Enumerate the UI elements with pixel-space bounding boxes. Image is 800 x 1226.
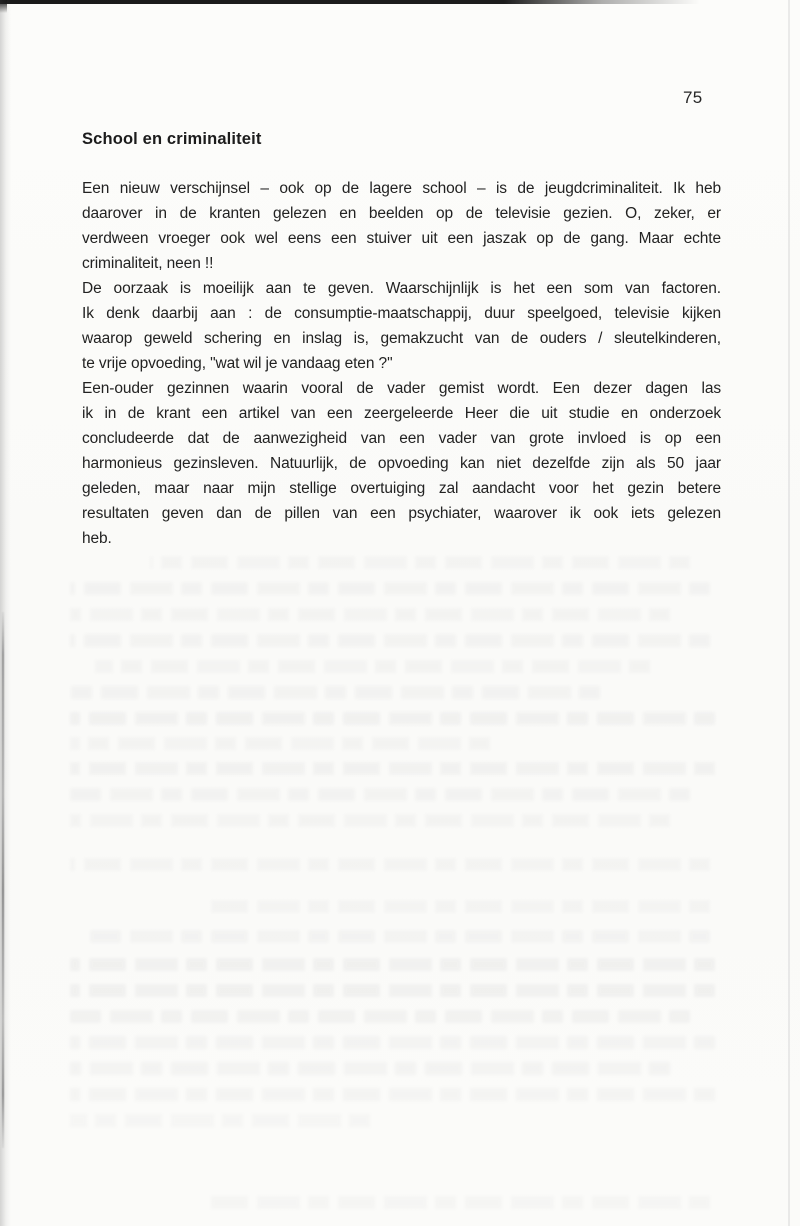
- page-number: 75: [683, 88, 703, 107]
- paragraph: [82, 276, 721, 376]
- ghost-text-line: [90, 930, 710, 943]
- ghost-text-line: [95, 660, 650, 673]
- ghost-text-line: [70, 958, 715, 971]
- ghost-text-line: [70, 1036, 715, 1049]
- ghost-text-line: [210, 1196, 710, 1209]
- text-line: Ik denk daarbij aan : de consumptie-maatschappij, duur speelgoed, televisie kijken: [82, 305, 721, 322]
- scan-artifact-right-edge: [788, 0, 790, 1226]
- document-body: [82, 176, 721, 551]
- text-line: daarover in de kranten gelezen en beelden op de televisie gezien. O, zeker, er: [82, 205, 721, 222]
- ghost-text-line: [70, 582, 710, 595]
- scan-artifact-left-crease: [2, 612, 4, 1148]
- ghost-text-line: [70, 858, 710, 871]
- ghost-text-line: [70, 634, 710, 647]
- ghost-text-line: [70, 762, 715, 775]
- text-line: criminaliteit, neen !!: [82, 255, 214, 272]
- document-heading: School en criminaliteit: [82, 130, 262, 148]
- text-line: De oorzaak is moeilijk aan te geven. Waarschijnlijk is het een som van factoren.: [82, 280, 721, 297]
- text-line: ik in de krant een artikel van een zeergeleerde Heer die uit studie en onderzoek: [82, 405, 721, 422]
- text-line: concludeerde dat de aanwezigheid van een vader van grote invloed is op een: [82, 430, 721, 447]
- text-line: heb.: [82, 530, 112, 547]
- text-line: te vrije opvoeding, "wat wil je vandaag eten ?": [82, 355, 393, 372]
- ghost-text-line: [70, 814, 670, 827]
- ghost-text-line: [70, 1114, 370, 1127]
- text-line: resultaten geven dan de pillen van een psychiater, waarover ik ook iets gelezen: [82, 505, 721, 522]
- text-line: geleden, maar naar mijn stellige overtuiging zal aandacht voor het gezin betere: [82, 480, 721, 497]
- ghost-text-line: [70, 608, 670, 621]
- ghost-text-line: [70, 984, 715, 997]
- text-line: waarop geweld schering en inslag is, gemakzucht van de ouders / sleutelkinderen,: [82, 330, 721, 347]
- ghost-text-line: [210, 900, 710, 913]
- text-line: harmonieus gezinsleven. Natuurlijk, de opvoeding kan niet dezelfde zijn als 50 jaar: [82, 455, 721, 472]
- ghost-text-line: [150, 556, 690, 569]
- text-line: Een-ouder gezinnen waarin vooral de vader gemist wordt. Een dezer dagen las: [82, 380, 721, 397]
- paragraph: [82, 176, 721, 276]
- text-line: verdween vroeger ook wel eens een stuiver uit een jaszak op de gang. Maar echte: [82, 230, 721, 247]
- scan-artifact-top-edge: [0, 0, 700, 4]
- ghost-text-line: [70, 1010, 690, 1023]
- ghost-text-line: [70, 712, 715, 725]
- paragraph: [82, 376, 721, 551]
- ghost-text-line: [70, 1062, 670, 1075]
- text-line: Een nieuw verschijnsel – ook op de lagere school – is de jeugdcriminaliteit. Ik heb: [82, 180, 721, 197]
- ghost-text-line: [70, 1088, 715, 1101]
- ghost-text-line: [70, 788, 690, 801]
- ghost-text-line: [70, 686, 600, 699]
- ghost-text-line: [70, 737, 490, 750]
